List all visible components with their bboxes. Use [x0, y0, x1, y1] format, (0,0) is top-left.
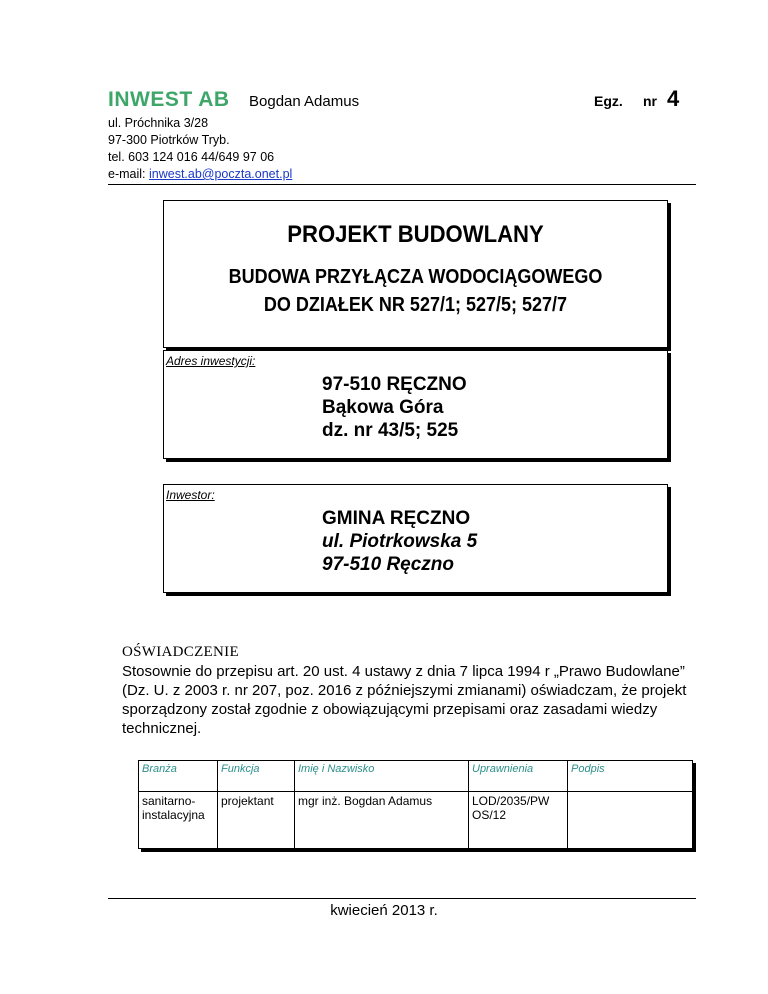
address-value-line: 97-510 RĘCZNO	[322, 374, 467, 395]
copy-nr-label: nr	[643, 93, 657, 109]
document-date: kwiecień 2013 r.	[330, 902, 438, 919]
investor-city: 97-510 Ręczno	[322, 554, 455, 575]
table-header-row	[139, 761, 693, 792]
subtitle-line: DO DZIAŁEK NR 527/1; 527/5; 527/7	[263, 294, 568, 316]
table-header-cell: Podpis	[568, 761, 693, 792]
company-name: INWEST AB	[108, 88, 230, 111]
signature-table	[138, 760, 693, 849]
investor-box	[163, 484, 668, 593]
table-row	[139, 792, 693, 849]
investor-details	[322, 507, 477, 576]
email-label: e-mail:	[108, 167, 149, 181]
table-header-cell: Imię i Nazwisko	[295, 761, 469, 792]
table-header-cell: Uprawnienia	[469, 761, 568, 792]
copy-number: 4	[667, 86, 680, 111]
table-cell-branch: sanitarno-instalacyjna	[139, 792, 218, 849]
table-header-cell: Funkcja	[218, 761, 295, 792]
investor-street: ul. Piotrkowska 5	[322, 531, 478, 552]
header-divider	[108, 184, 696, 185]
address-line: ul. Próchnika 3/28	[108, 116, 209, 130]
table-cell-signature	[568, 792, 693, 849]
email-link[interactable]: inwest.ab@poczta.onet.pl	[148, 167, 293, 181]
address-line: 97-300 Piotrków Tryb.	[108, 133, 230, 147]
owner-name: Bogdan Adamus	[249, 93, 360, 110]
address-line: tel. 603 124 016 44/649 97 06	[108, 150, 275, 164]
document-subtitle	[189, 263, 642, 319]
title-box	[163, 200, 668, 348]
investor-label: Inwestor:	[166, 488, 215, 502]
subtitle-line: BUDOWA PRZYŁĄCZA WODOCIĄGOWEGO	[228, 266, 603, 288]
copy-label: Egz.	[594, 93, 623, 109]
address-value-line: dz. nr 43/5; 525	[322, 420, 459, 441]
table-cell-license: LOD/2035/PW OS/12	[469, 792, 568, 849]
investment-address-label: Adres inwestycji:	[166, 354, 256, 368]
company-address	[108, 115, 292, 183]
document-title: PROJEKT BUDOWLANY	[287, 221, 544, 248]
investment-address-box	[163, 350, 668, 459]
table-cell-name: mgr inż. Bogdan Adamus	[295, 792, 469, 849]
statement-text: Stosownie do przepisu art. 20 ust. 4 ustawy z dnia 7 lipca 1994 r „Prawo Budowlane” (Dz. U. z 2003 r. nr 207, poz. 2016 z późniejszymi zmianami) oświadczam, że projekt sporządzony został zgodnie z obowiązującymi przepisami oraz zasadami wiedzy technicznej.	[122, 663, 687, 737]
footer-divider	[108, 898, 696, 899]
statement-heading: OŚWIADCZENIE	[122, 644, 239, 660]
investment-address	[322, 373, 467, 442]
table-header-cell: Branża	[139, 761, 218, 792]
investor-name: GMINA RĘCZNO	[322, 508, 471, 529]
table-cell-function: projektant	[218, 792, 295, 849]
email-line	[108, 166, 292, 183]
address-value-line: Bąkowa Góra	[322, 397, 444, 418]
